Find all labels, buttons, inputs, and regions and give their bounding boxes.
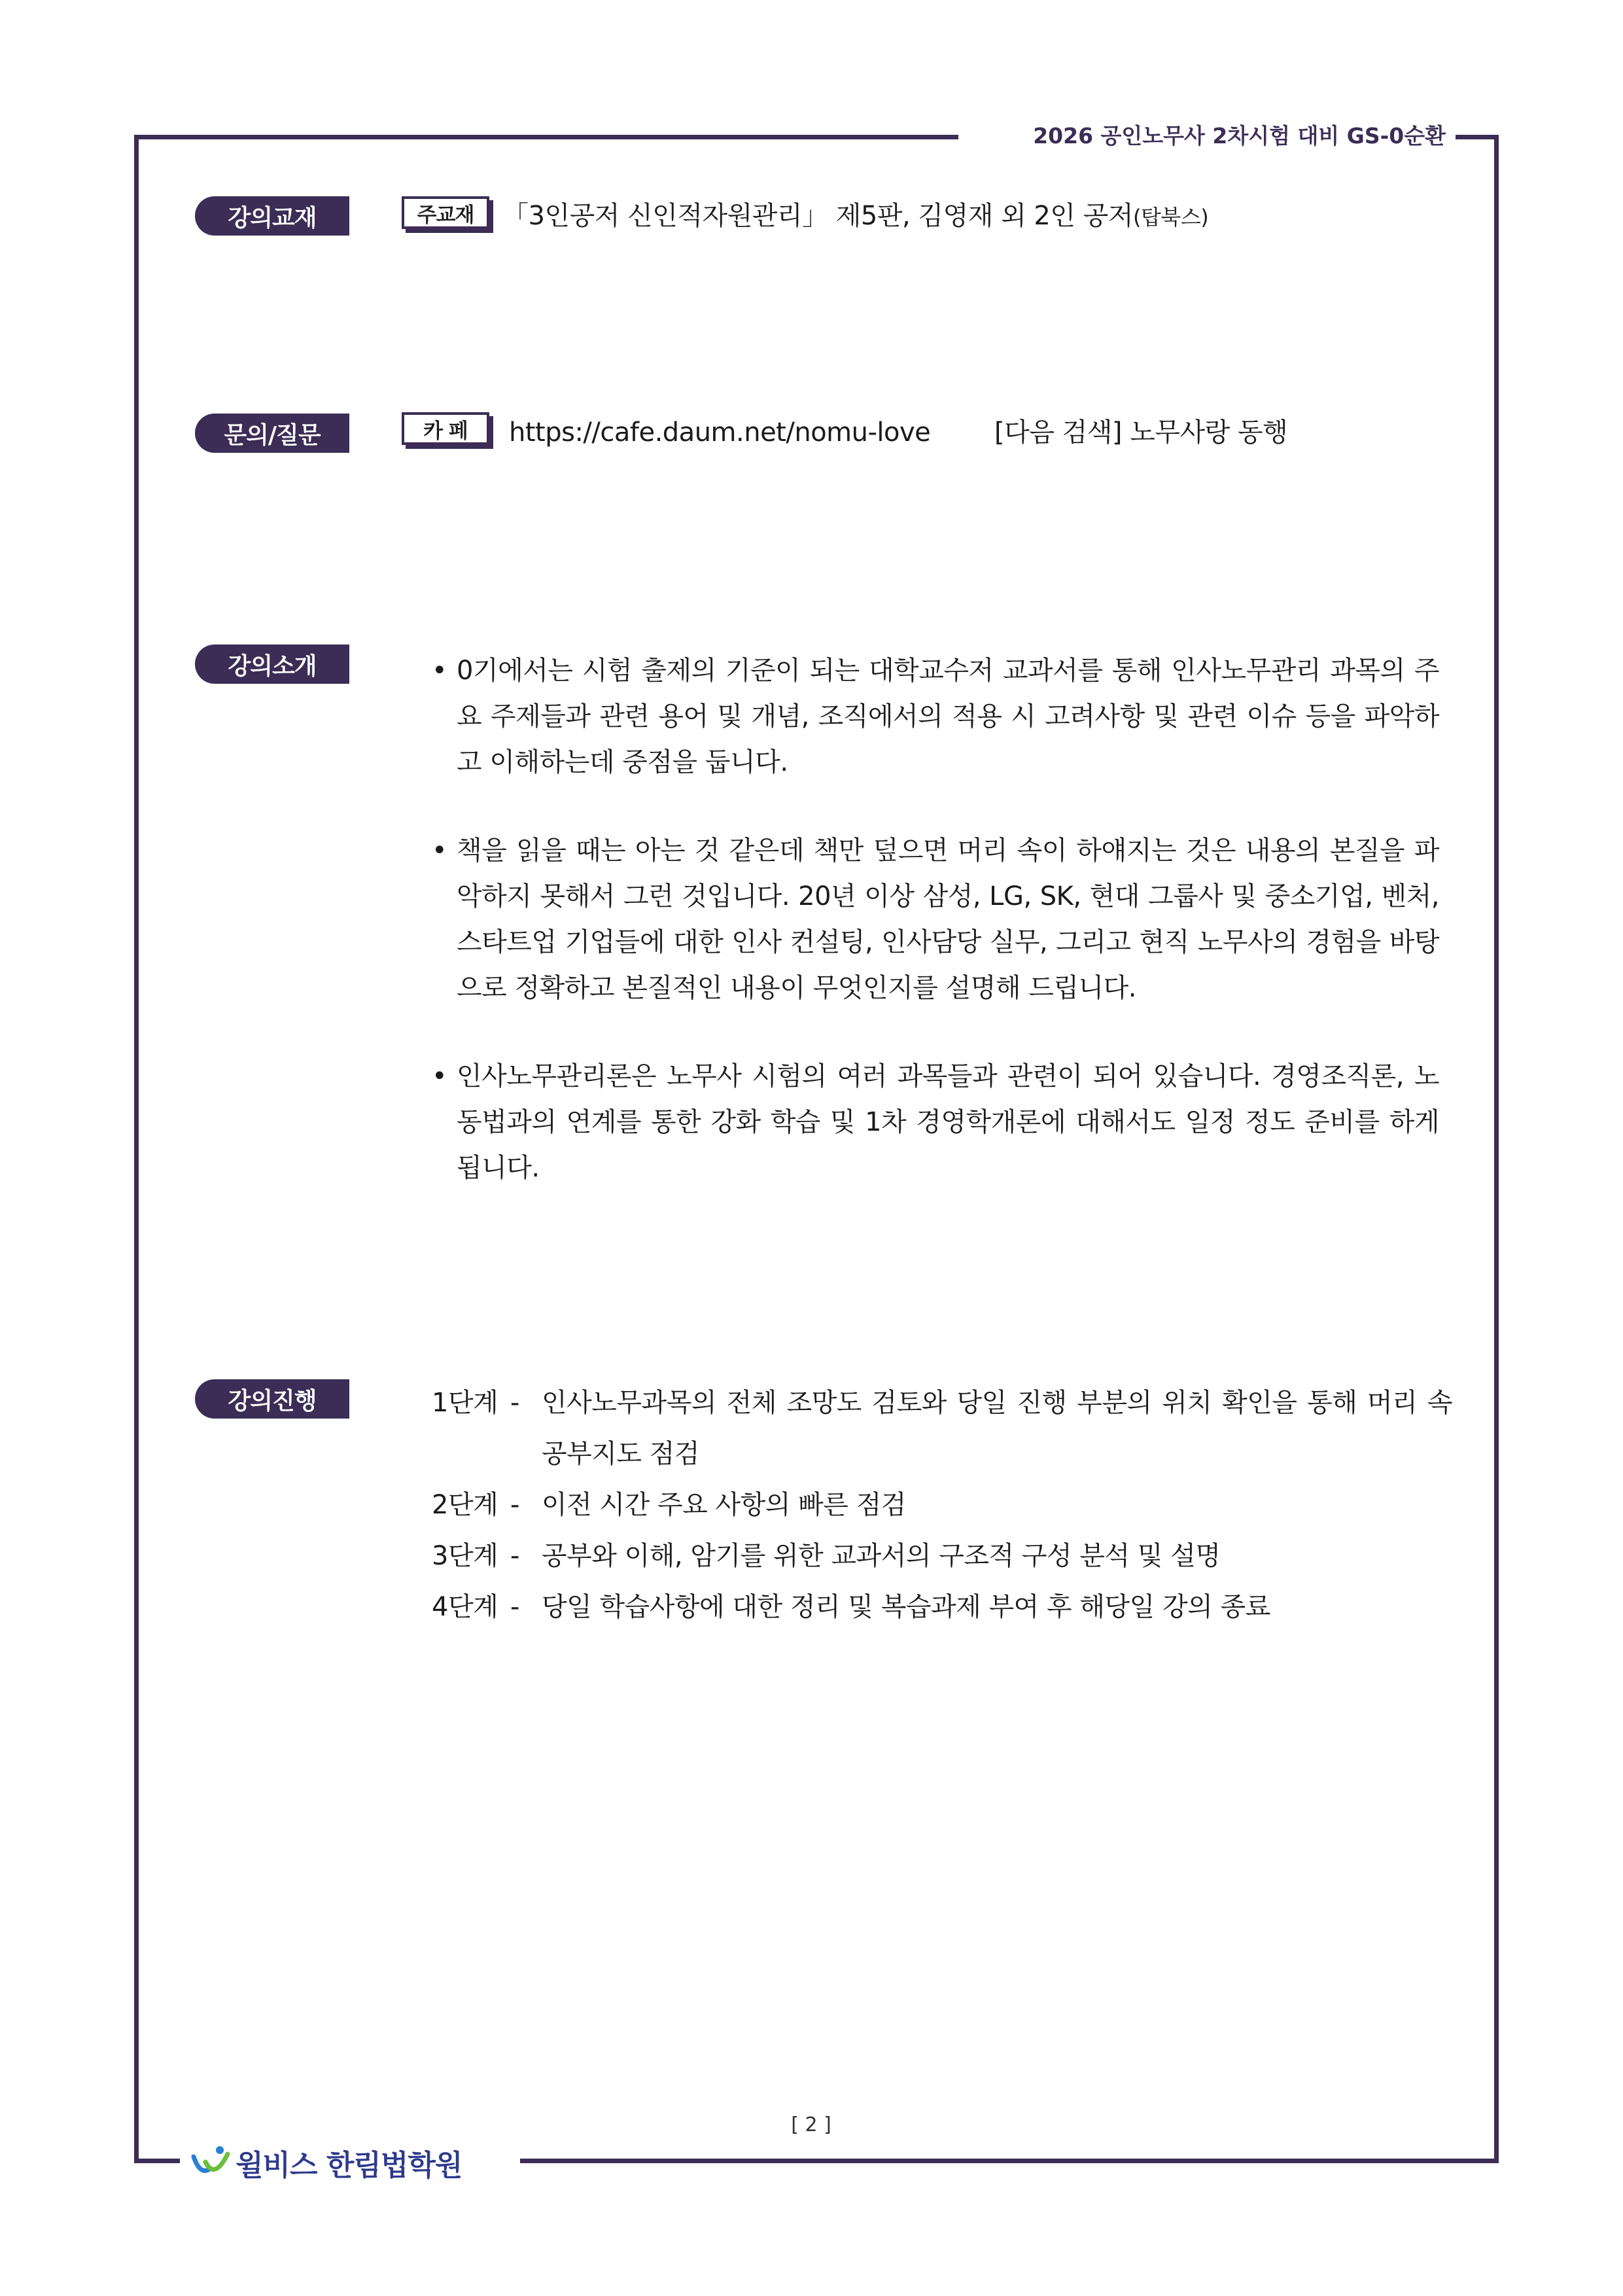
page-number: [ 2 ] [791,2113,831,2136]
tag-main-textbook: 주교재 [402,196,489,229]
badge-inquiry: 문의/질문 [195,414,349,453]
frame-bottom-border-left [134,2159,180,2163]
step-description: 인사노무과목의 전체 조망도 검토와 당일 진행 부분의 위치 확인을 통해 머리 속 공부지도 점검 [542,1388,1452,1469]
step-number: 4단계 [432,1592,498,1622]
frame-left-border [134,135,139,2163]
header-title: 2026 공인노무사 2차시험 대비 GS-0순환 [1033,123,1446,149]
bullet-dot: • [432,836,447,866]
step-description: 당일 학습사항에 대한 정리 및 복습과제 부여 후 해당일 강의 종료 [542,1592,1270,1622]
frame-top-border-left [134,135,958,139]
step-row [432,1479,1452,1530]
step-dash: - [510,1592,519,1622]
bullet-dot: • [432,1061,447,1091]
step-number: 1단계 [432,1388,498,1418]
academy-logo [191,2140,462,2185]
step-number: 2단계 [432,1490,498,1520]
intro-bullet-text: 책을 읽을 때는 아는 것 같은데 책만 덮으면 머리 속이 하얘지는 것은 내용의 본질을 파악하지 못해서 그런 것입니다. 20년 이상 삼성, LG, SK, 현대 그룹사 및 중소기업, 벤처, 스타트업 기업들에 대한 인사 컨설팅, 인사담당 실무, 그리고 현직 노무사의 경험을 바탕으로 정확하고 본질적인 내용이 무엇인지를 설명해 드립니다. [457,836,1439,1003]
step-row [432,1530,1452,1581]
step-description: 이전 시간 주요 사항의 빠른 점검 [542,1490,906,1520]
cafe-url-link[interactable]: https://cafe.daum.net/nomu-love [509,417,931,448]
textbook-title: 「3인공저 신인적자원관리」 제5판, 김영재 외 2인 공저 [502,201,1134,231]
list-item [432,1053,1439,1191]
tag-cafe: 카 페 [402,412,489,445]
intro-bullet-text: 인사노무관리론은 노무사 시험의 여러 과목들과 관련이 되어 있습니다. 경영조직론, 노동법과의 연계를 통한 강화 학습 및 1차 경영학개론에 대해서도 일정 정도 준비를 하게 됩니다. [457,1061,1439,1183]
frame-right-border [1494,135,1499,2163]
academy-name: 윌비스 한림법학원 [236,2149,462,2182]
step-dash: - [510,1490,519,1520]
step-description: 공부와 이해, 암기를 위한 교과서의 구조적 구성 분석 및 설명 [542,1541,1221,1571]
intro-bullet-list [432,648,1439,1233]
badge-textbook: 강의교재 [195,196,349,236]
step-number: 3단계 [432,1541,498,1571]
bullet-dot: • [432,656,447,686]
intro-bullet-text: 0기에서는 시험 출제의 기준이 되는 대학교수저 교과서를 통해 인사노무관리 과목의 주요 주제들과 관련 용어 및 개념, 조직에서의 적용 시 고려사항 및 관련 이슈 등을 파악하고 이해하는데 중점을 둡니다. [457,656,1439,777]
textbook-publisher: (탑북스) [1133,205,1209,230]
frame-bottom-border-right [520,2159,1499,2163]
willbes-logo-icon [191,2142,232,2183]
badge-intro: 강의소개 [195,645,349,684]
step-row [432,1581,1452,1633]
textbook-line [502,200,1208,234]
step-row [432,1377,1452,1479]
step-dash: - [510,1541,519,1571]
badge-progress: 강의진행 [195,1379,349,1419]
list-item [432,828,1439,1011]
progress-steps [432,1377,1452,1633]
cafe-search-hint: [다음 검색] 노무사랑 동행 [994,417,1288,448]
frame-top-border-right [1456,135,1499,139]
list-item [432,648,1439,785]
step-dash: - [510,1388,519,1418]
